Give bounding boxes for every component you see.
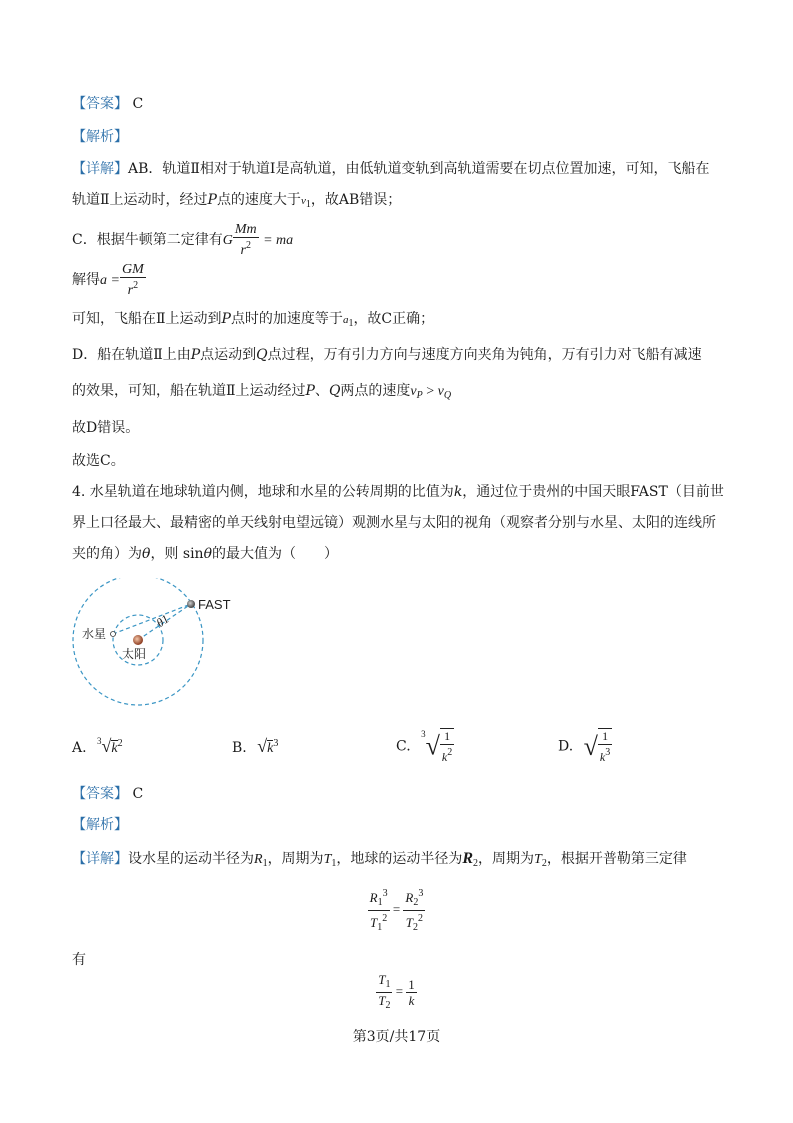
- detail2-line-1: 【详解】设水星的运动半径为$R_1$，周期为$T_1$，地球的运动半径为$R_2$，周期为$T_2$，根据开普勒第三定律: [72, 850, 687, 869]
- answer-line-1: [72, 94, 143, 114]
- period-ratio-equation: $\frac{T_1}{T_2}$ = $\frac{1}{k}$: [378, 972, 415, 1011]
- page-footer: 第3页/共17页: [352, 1029, 441, 1045]
- answer-tag-2: 【答案】: [72, 786, 128, 802]
- detail-line-2: 轨道Ⅱ上运动时，经过P点的速度大于$v_1$，故AB错误；: [72, 192, 402, 210]
- detail-line-7: 的效果，可知，船在轨道Ⅱ上运动经过P、Q两点的速度$v_P > v_Q$: [72, 383, 452, 401]
- mercury-label: 水星: [82, 627, 107, 641]
- theta-label: θ1: [153, 611, 172, 630]
- mercury-icon: [111, 632, 116, 637]
- answer-value: C: [132, 96, 144, 112]
- answer-line-2: [72, 784, 143, 804]
- newton-fraction: $\frac{Mm}{r^2}$: [234, 222, 257, 258]
- option-b: B. $√k^3$: [232, 736, 279, 756]
- fast-label: FAST: [198, 597, 231, 612]
- have-label: 有: [72, 952, 86, 968]
- option-d: D. √ $\frac{1}{k^3}$: [558, 729, 611, 764]
- option-a: A. $^3√k^2$: [72, 736, 123, 756]
- detail-line-5: 可知，飞船在Ⅱ上运动到P点时的加速度等于$a_1$，故C正确；: [72, 311, 435, 329]
- detail-line-1: 【详解】AB．轨道Ⅱ相对于轨道Ⅰ是高轨道，由低轨道变轨到高轨道需要在切点位置加速，可知，飞船在: [72, 161, 710, 177]
- question-line-2: 界上口径最大、最精密的单天线射电望远镜）观测水星与太阳的视角（观察者分别与水星、太阳的连线所: [72, 515, 716, 531]
- detail-line-3: C．根据牛顿第二定律有G $\frac{Mm}{r^2}$ = ma: [72, 222, 294, 258]
- detail-line-9: 故选C。: [72, 453, 125, 469]
- sun-label: 太阳: [122, 647, 147, 661]
- analysis-tag-1: 【解析】: [72, 129, 128, 145]
- question-line-1: 4. 水星轨道在地球轨道内侧，地球和水星的公转周期的比值为k，通过位于贵州的中国天眼FAST（目前世: [72, 484, 724, 500]
- sun-icon: [133, 635, 143, 645]
- detail-line-4: 解得a = $\frac{GM}{r^2}$: [72, 262, 144, 298]
- analysis-tag-2: 【解析】: [72, 817, 128, 833]
- sightline-mercury: [113, 604, 191, 634]
- fast-icon: [187, 600, 195, 608]
- option-c: C. $^3$√ $\frac{1}{k^2}$: [396, 728, 453, 764]
- kepler-equation: $\frac{R_1^3}{T_1^2}$ = $\frac{R_2^3}{T_2^2}$: [369, 888, 424, 933]
- answer-value-2: C: [132, 786, 144, 802]
- acceleration-fraction: $\frac{GM}{r^2}$: [121, 262, 144, 298]
- orbit-diagram: [68, 578, 248, 708]
- detail-line-8: 故D错误。: [72, 420, 140, 436]
- question-line-3: 夹的角）为θ，则 sinθ的最大值为（ ）: [72, 546, 339, 562]
- answer-tag: 【答案】: [72, 96, 128, 112]
- detail-line-6: D．船在轨道Ⅱ上由P点运动到Q点过程，万有引力方向与速度方向夹角为钝角，万有引力对飞船有减速: [72, 347, 702, 363]
